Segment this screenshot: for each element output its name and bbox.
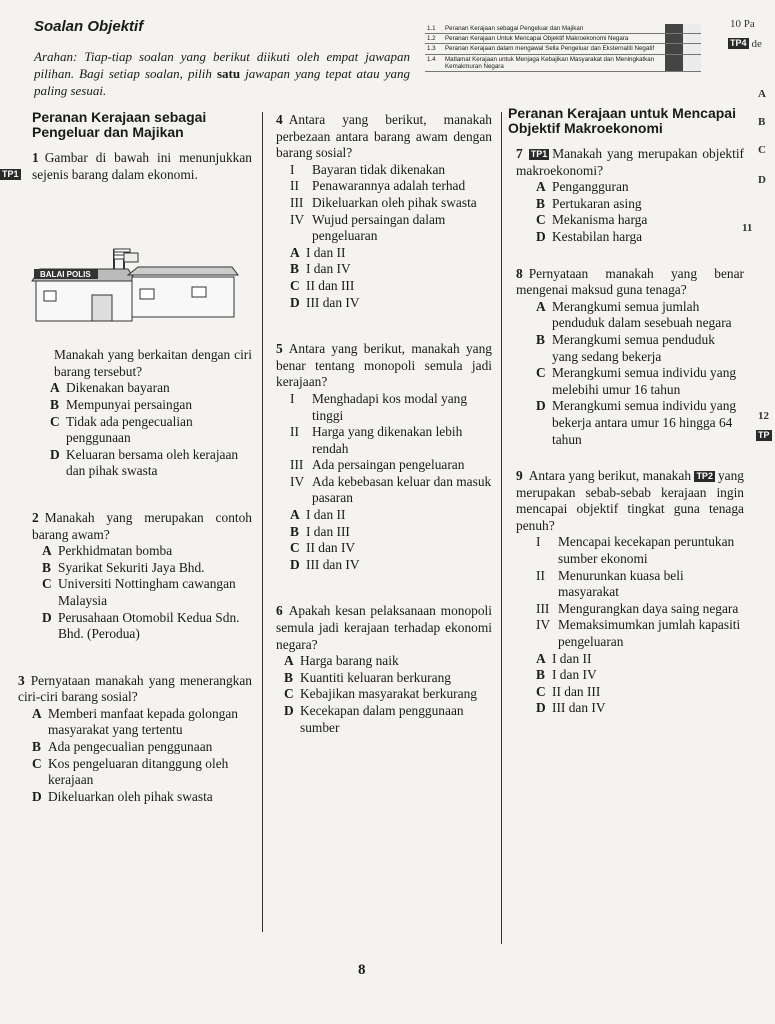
- question-number: 8: [516, 265, 523, 281]
- answer-option: [50, 397, 252, 414]
- statement-item: [290, 162, 492, 179]
- statement-item-letter: I: [536, 534, 541, 550]
- answer-option: [42, 576, 252, 609]
- objective-text: Matlamat Kerajaan untuk Menjaga Kebajikan Masyarakat dan Meningkatkan Kemakmuran Negara: [443, 54, 665, 71]
- objective-number: 1.3: [425, 44, 443, 54]
- question-text: Pernyataan manakah yang benar mengenai maksud guna tenaga?: [516, 265, 744, 298]
- answer-option-text: Pengangguran: [552, 179, 629, 195]
- answer-option-text: Merangkumi semua individu yang bekerja antara umur 16 hingga 64 tahun: [552, 398, 737, 447]
- question-5: [276, 341, 492, 391]
- answer-option-text: III dan IV: [306, 556, 360, 572]
- answer-option-letter: D: [32, 788, 42, 804]
- answer-option-letter: C: [536, 212, 546, 228]
- answer-option: [32, 706, 252, 739]
- answer-option-text: Syarikat Sekuriti Jaya Bhd.: [58, 559, 205, 575]
- subtopic-heading: Peranan Kerajaan sebagai Pengeluar dan Majikan: [32, 109, 207, 140]
- answer-option-letter: C: [290, 277, 300, 293]
- answer-option-text: Kestabilan harga: [552, 228, 643, 244]
- statement-item-letter: II: [536, 567, 545, 583]
- answer-option-text: Merangkumi semua individu yang melebihi umur 16 tahun: [552, 365, 737, 397]
- statement-item-text: Ada kebebasan keluar dan masuk pasaran: [312, 473, 492, 506]
- tp2-badge: TP2: [696, 471, 713, 482]
- answer-option: [536, 179, 744, 196]
- instructions: [34, 48, 410, 99]
- answer-option: [42, 543, 252, 560]
- statement-item-letter: III: [290, 457, 304, 473]
- statement-item-letter: IV: [290, 473, 305, 489]
- answer-option-letter: D: [42, 609, 52, 625]
- answer-option-text: I dan II: [552, 650, 592, 666]
- statement-item-letter: I: [290, 390, 295, 406]
- objective-row: [425, 24, 701, 34]
- question-number: 7: [516, 146, 523, 161]
- statement-item-text: Mencapai kecekapan peruntukan sumber ekonomi: [558, 534, 735, 567]
- answer-option: [290, 540, 492, 557]
- answer-option: [50, 414, 252, 447]
- answer-option-letter: D: [536, 228, 546, 244]
- column-1: [2, 109, 252, 805]
- answer-option: [284, 703, 492, 736]
- answer-option-text: Merangkumi semua penduduk yang sedang bekerja: [552, 331, 715, 364]
- statement-item: [290, 424, 492, 457]
- answer-option-letter: D: [536, 398, 546, 414]
- answer-option-text: Keluaran bersama oleh kerajaan dan pihak swasta: [66, 446, 239, 479]
- statement-item: [536, 617, 744, 650]
- objective-number: 1.4: [425, 54, 443, 71]
- answer-option-text: II dan III: [552, 683, 601, 699]
- answer-option-letter: A: [32, 705, 42, 721]
- column-2: [276, 112, 492, 736]
- question-text: Apakah kesan pelaksanaan monopoli semula jadi kerajaan terhadap ekonomi negara?: [276, 603, 492, 652]
- answer-option-letter: B: [536, 667, 545, 683]
- objective-mark-cell: [683, 44, 701, 54]
- answer-option-text: Harga barang naik: [300, 653, 399, 669]
- answer-option-letter: A: [42, 543, 52, 559]
- answer-option-letter: A: [284, 653, 294, 669]
- answer-option-text: Perkhidmatan bomba: [58, 543, 173, 559]
- instructions-text: Tiap-tiap soalan yang berikut diikuti oleh empat jawapan pilihan. Bagi setiap soalan, pilih: [34, 49, 411, 81]
- answer-option-letter: D: [50, 446, 60, 462]
- question-number: 1: [32, 150, 39, 165]
- answer-option: [536, 651, 744, 668]
- statement-item-text: Bayaran tidak dikenakan: [312, 161, 446, 177]
- answer-option-text: I dan IV: [552, 667, 597, 683]
- objective-text: Peranan Kerajaan sebagai Pengeluar dan Majikan: [443, 24, 665, 34]
- answer-option-letter: C: [536, 365, 546, 381]
- section-title: Soalan Objektif: [34, 18, 144, 35]
- edge-b: B: [758, 116, 766, 128]
- question-text: Antara yang berikut, manakah: [528, 468, 692, 484]
- question-text-cont: yang merupakan sebab-sebab kerajaan ingin mencapai objektif tingkat guna tenaga penuh?: [516, 468, 744, 533]
- answer-option-text: Merangkumi semua jumlah penduduk dalam sesebuah negara: [552, 298, 732, 331]
- question-1: [32, 150, 252, 183]
- statement-item-text: Mengurangkan daya saing negara: [558, 600, 739, 616]
- answer-option-text: I dan II: [306, 244, 346, 260]
- statement-item-letter: III: [290, 194, 304, 210]
- question-9: [508, 468, 744, 534]
- statement-item: [290, 457, 492, 474]
- objective-mark-cell: [683, 54, 701, 71]
- column-divider-2: [501, 112, 502, 944]
- statement-item: [536, 601, 744, 618]
- objective-row: [425, 54, 701, 71]
- answer-option-letter: B: [50, 396, 59, 412]
- answer-option-text: Kecekapan dalam penggunaan sumber: [300, 703, 464, 735]
- objective-mark-cell: [683, 24, 701, 34]
- question-7: [508, 146, 744, 179]
- answer-option: [536, 365, 744, 398]
- answer-option-text: III dan IV: [552, 700, 606, 716]
- answer-option: [536, 667, 744, 684]
- edge-a: A: [758, 88, 766, 100]
- answer-option: [536, 700, 744, 717]
- answer-option-letter: B: [290, 523, 299, 539]
- answer-option-letter: B: [284, 669, 293, 685]
- answer-option-letter: C: [50, 413, 60, 429]
- police-station-illustration: [32, 245, 242, 327]
- answer-option: [290, 295, 492, 312]
- answer-option-text: Dikenakan bayaran: [66, 380, 170, 396]
- answer-option-text: Memberi manfaat kepada golongan masyarakat yang tertentu: [48, 705, 238, 738]
- answer-option-letter: B: [536, 331, 545, 347]
- statement-item-letter: II: [290, 178, 299, 194]
- statement-item-text: Wujud persaingan dalam pengeluaran: [312, 211, 446, 244]
- answer-option-letter: A: [536, 650, 546, 666]
- answer-option-letter: D: [536, 700, 546, 716]
- edge-d: D: [758, 174, 766, 186]
- answer-option-text: Kos pengeluaran ditanggung oleh kerajaan: [48, 755, 229, 788]
- answer-option: [536, 196, 744, 213]
- answer-option-text: Mempunyai persaingan: [66, 396, 193, 412]
- question-3: [18, 673, 252, 706]
- answer-option: [536, 332, 744, 365]
- objective-row: [425, 44, 701, 54]
- statement-item-letter: II: [290, 424, 299, 440]
- tp1-badge: TP1: [530, 149, 548, 159]
- objective-row: [425, 34, 701, 44]
- statement-item: [536, 568, 744, 601]
- edge-12: 12: [758, 410, 769, 422]
- answer-option: [290, 278, 492, 295]
- answer-option: [32, 739, 252, 756]
- answer-option: [50, 380, 252, 397]
- statement-item-text: Ada persaingan pengeluaran: [312, 457, 465, 473]
- answer-option-letter: A: [536, 179, 546, 195]
- objective-text: Peranan Kerajaan dalam mengawal Sella Pengeluar dan Eksternaliti Negatif: [443, 44, 665, 54]
- subtopic-heading: Peranan Kerajaan untuk Mencapai Objektif Makroekonomi: [508, 105, 736, 136]
- answer-option: [290, 524, 492, 541]
- question-text: Pernyataan manakah yang menerangkan ciri-ciri barang sosial?: [18, 672, 252, 705]
- answer-option-letter: C: [42, 576, 52, 592]
- objective-tp-cell: [665, 54, 683, 71]
- question-text: Gambar di bawah ini menunjukkan sejenis barang dalam ekonomi.: [32, 150, 252, 182]
- edge-tp4: TP4 de: [730, 38, 762, 50]
- answer-option-letter: A: [536, 298, 546, 314]
- answer-option-letter: B: [290, 261, 299, 277]
- statement-item: [290, 178, 492, 195]
- instructions-bold: satu: [216, 66, 241, 81]
- objective-tp-cell: [665, 24, 683, 34]
- answer-option-text: I dan IV: [306, 261, 351, 277]
- answer-option-letter: C: [284, 686, 294, 702]
- question-6: [276, 603, 492, 653]
- answer-option-text: Pertukaran asing: [552, 195, 642, 211]
- answer-option-letter: A: [290, 244, 300, 260]
- answer-option-text: Kuantiti keluaran berkurang: [300, 669, 451, 685]
- answer-option: [536, 398, 744, 448]
- statement-item-text: Menurunkan kuasa beli masyarakat: [558, 567, 684, 600]
- statement-item-text: Harga yang dikenakan lebih rendah: [312, 424, 463, 456]
- answer-option-letter: D: [284, 703, 294, 718]
- objective-number: 1.2: [425, 34, 443, 44]
- answer-option: [284, 686, 492, 703]
- objective-tp-cell: [665, 44, 683, 54]
- answer-option-letter: B: [536, 195, 545, 211]
- statement-item: [290, 474, 492, 507]
- question-text: Manakah yang merupakan contoh barang awam?: [32, 509, 252, 542]
- question-2: [32, 510, 252, 543]
- answer-option-text: I dan III: [306, 523, 350, 539]
- statement-item-text: Dikeluarkan oleh pihak swasta: [312, 194, 477, 210]
- instructions-suffix: jawapan yang tepat atau yang paling sesuai.: [34, 66, 411, 98]
- edge-tp: TP: [758, 430, 770, 440]
- answer-option-text: Dikeluarkan oleh pihak swasta: [48, 788, 213, 804]
- answer-option-letter: A: [50, 380, 60, 396]
- statement-item-text: Penawarannya adalah terhad: [312, 178, 466, 194]
- edge-text-top: 10 Pa: [730, 18, 755, 30]
- answer-option-text: II dan IV: [306, 540, 356, 556]
- edge-11: 11: [742, 222, 753, 234]
- answer-option-text: Perusahaan Otomobil Kedua Sdn. Bhd. (Perodua): [58, 609, 240, 642]
- answer-option-text: Ada pengecualian penggunaan: [48, 739, 213, 755]
- column-divider-1: [262, 112, 263, 932]
- answer-option-text: Mekanisma harga: [552, 212, 648, 228]
- answer-option: [284, 653, 492, 670]
- answer-option-letter: C: [290, 540, 300, 556]
- answer-option: [42, 560, 252, 577]
- question-number: 4: [276, 112, 283, 127]
- statement-item-letter: I: [290, 161, 295, 177]
- answer-option: [284, 670, 492, 687]
- answer-option-letter: D: [290, 556, 300, 572]
- svg-text:BALAI POLIS: BALAI POLIS: [40, 270, 91, 280]
- question-1-stem: Manakah yang berkaitan dengan ciri barang tersebut?: [54, 347, 252, 379]
- answer-option-text: II dan III: [306, 277, 355, 293]
- statement-item-letter: III: [536, 600, 550, 616]
- statement-item-letter: IV: [290, 211, 305, 227]
- question-text: Manakah yang merupakan objektif makroekonomi?: [516, 146, 744, 178]
- answer-option-text: Kebajikan masyarakat berkurang: [300, 686, 477, 702]
- answer-option-letter: C: [32, 755, 42, 771]
- answer-option: [50, 447, 252, 480]
- edge-c: C: [758, 144, 766, 156]
- tp1-badge: TP1: [2, 169, 19, 179]
- page-number: 8: [358, 962, 366, 978]
- answer-option: [290, 507, 492, 524]
- question-number: 9: [516, 468, 523, 484]
- answer-option-text: I dan II: [306, 507, 346, 523]
- answer-option-letter: C: [536, 683, 546, 699]
- objective-tp-cell: [665, 34, 683, 44]
- answer-option: [536, 212, 744, 229]
- statement-item: [290, 391, 492, 424]
- question-8: [508, 266, 744, 299]
- answer-option-letter: B: [32, 739, 41, 755]
- objective-number: 1.1: [425, 24, 443, 34]
- answer-option-letter: A: [290, 507, 300, 523]
- answer-option: [32, 756, 252, 789]
- question-text: Antara yang berikut, manakah yang benar tentang monopoli semula jadi kerajaan?: [276, 341, 492, 390]
- question-number: 3: [18, 672, 25, 688]
- question-number: 2: [32, 509, 39, 525]
- question-4: [276, 112, 492, 162]
- answer-option-text: III dan IV: [306, 294, 360, 310]
- answer-option-letter: D: [290, 294, 300, 310]
- question-number: 5: [276, 341, 283, 357]
- statement-item: [290, 195, 492, 212]
- answer-option-text: Tidak ada pengecualian penggunaan: [66, 413, 193, 446]
- answer-option: [290, 261, 492, 278]
- question-text: Antara yang berikut, manakah perbezaan antara barang awam dengan barang sosial?: [276, 112, 492, 161]
- statement-item-text: Menghadapi kos modal yang tinggi: [312, 390, 468, 423]
- statement-item-letter: IV: [536, 617, 551, 633]
- answer-option: [536, 229, 744, 246]
- statement-item: [290, 212, 492, 245]
- answer-option-letter: B: [42, 559, 51, 575]
- question-number: 6: [276, 603, 283, 619]
- answer-option-text: Universiti Nottingham cawangan Malaysia: [58, 576, 236, 608]
- objective-mark-cell: [683, 34, 701, 44]
- answer-option: [42, 610, 252, 643]
- instructions-label: Arahan:: [34, 49, 78, 64]
- column-3: [508, 106, 744, 717]
- answer-option: [536, 299, 744, 332]
- answer-option: [536, 684, 744, 701]
- statement-item-text: Memaksimumkan jumlah kapasiti pengeluaran: [558, 617, 741, 650]
- learning-objectives-table: [425, 24, 701, 72]
- answer-option: [32, 789, 252, 806]
- objective-text: Peranan Kerajaan Untuk Mencapai Objektif Makroekonomi Negara: [443, 34, 665, 44]
- statement-item: [536, 534, 744, 567]
- answer-option: [290, 245, 492, 262]
- answer-option: [290, 557, 492, 574]
